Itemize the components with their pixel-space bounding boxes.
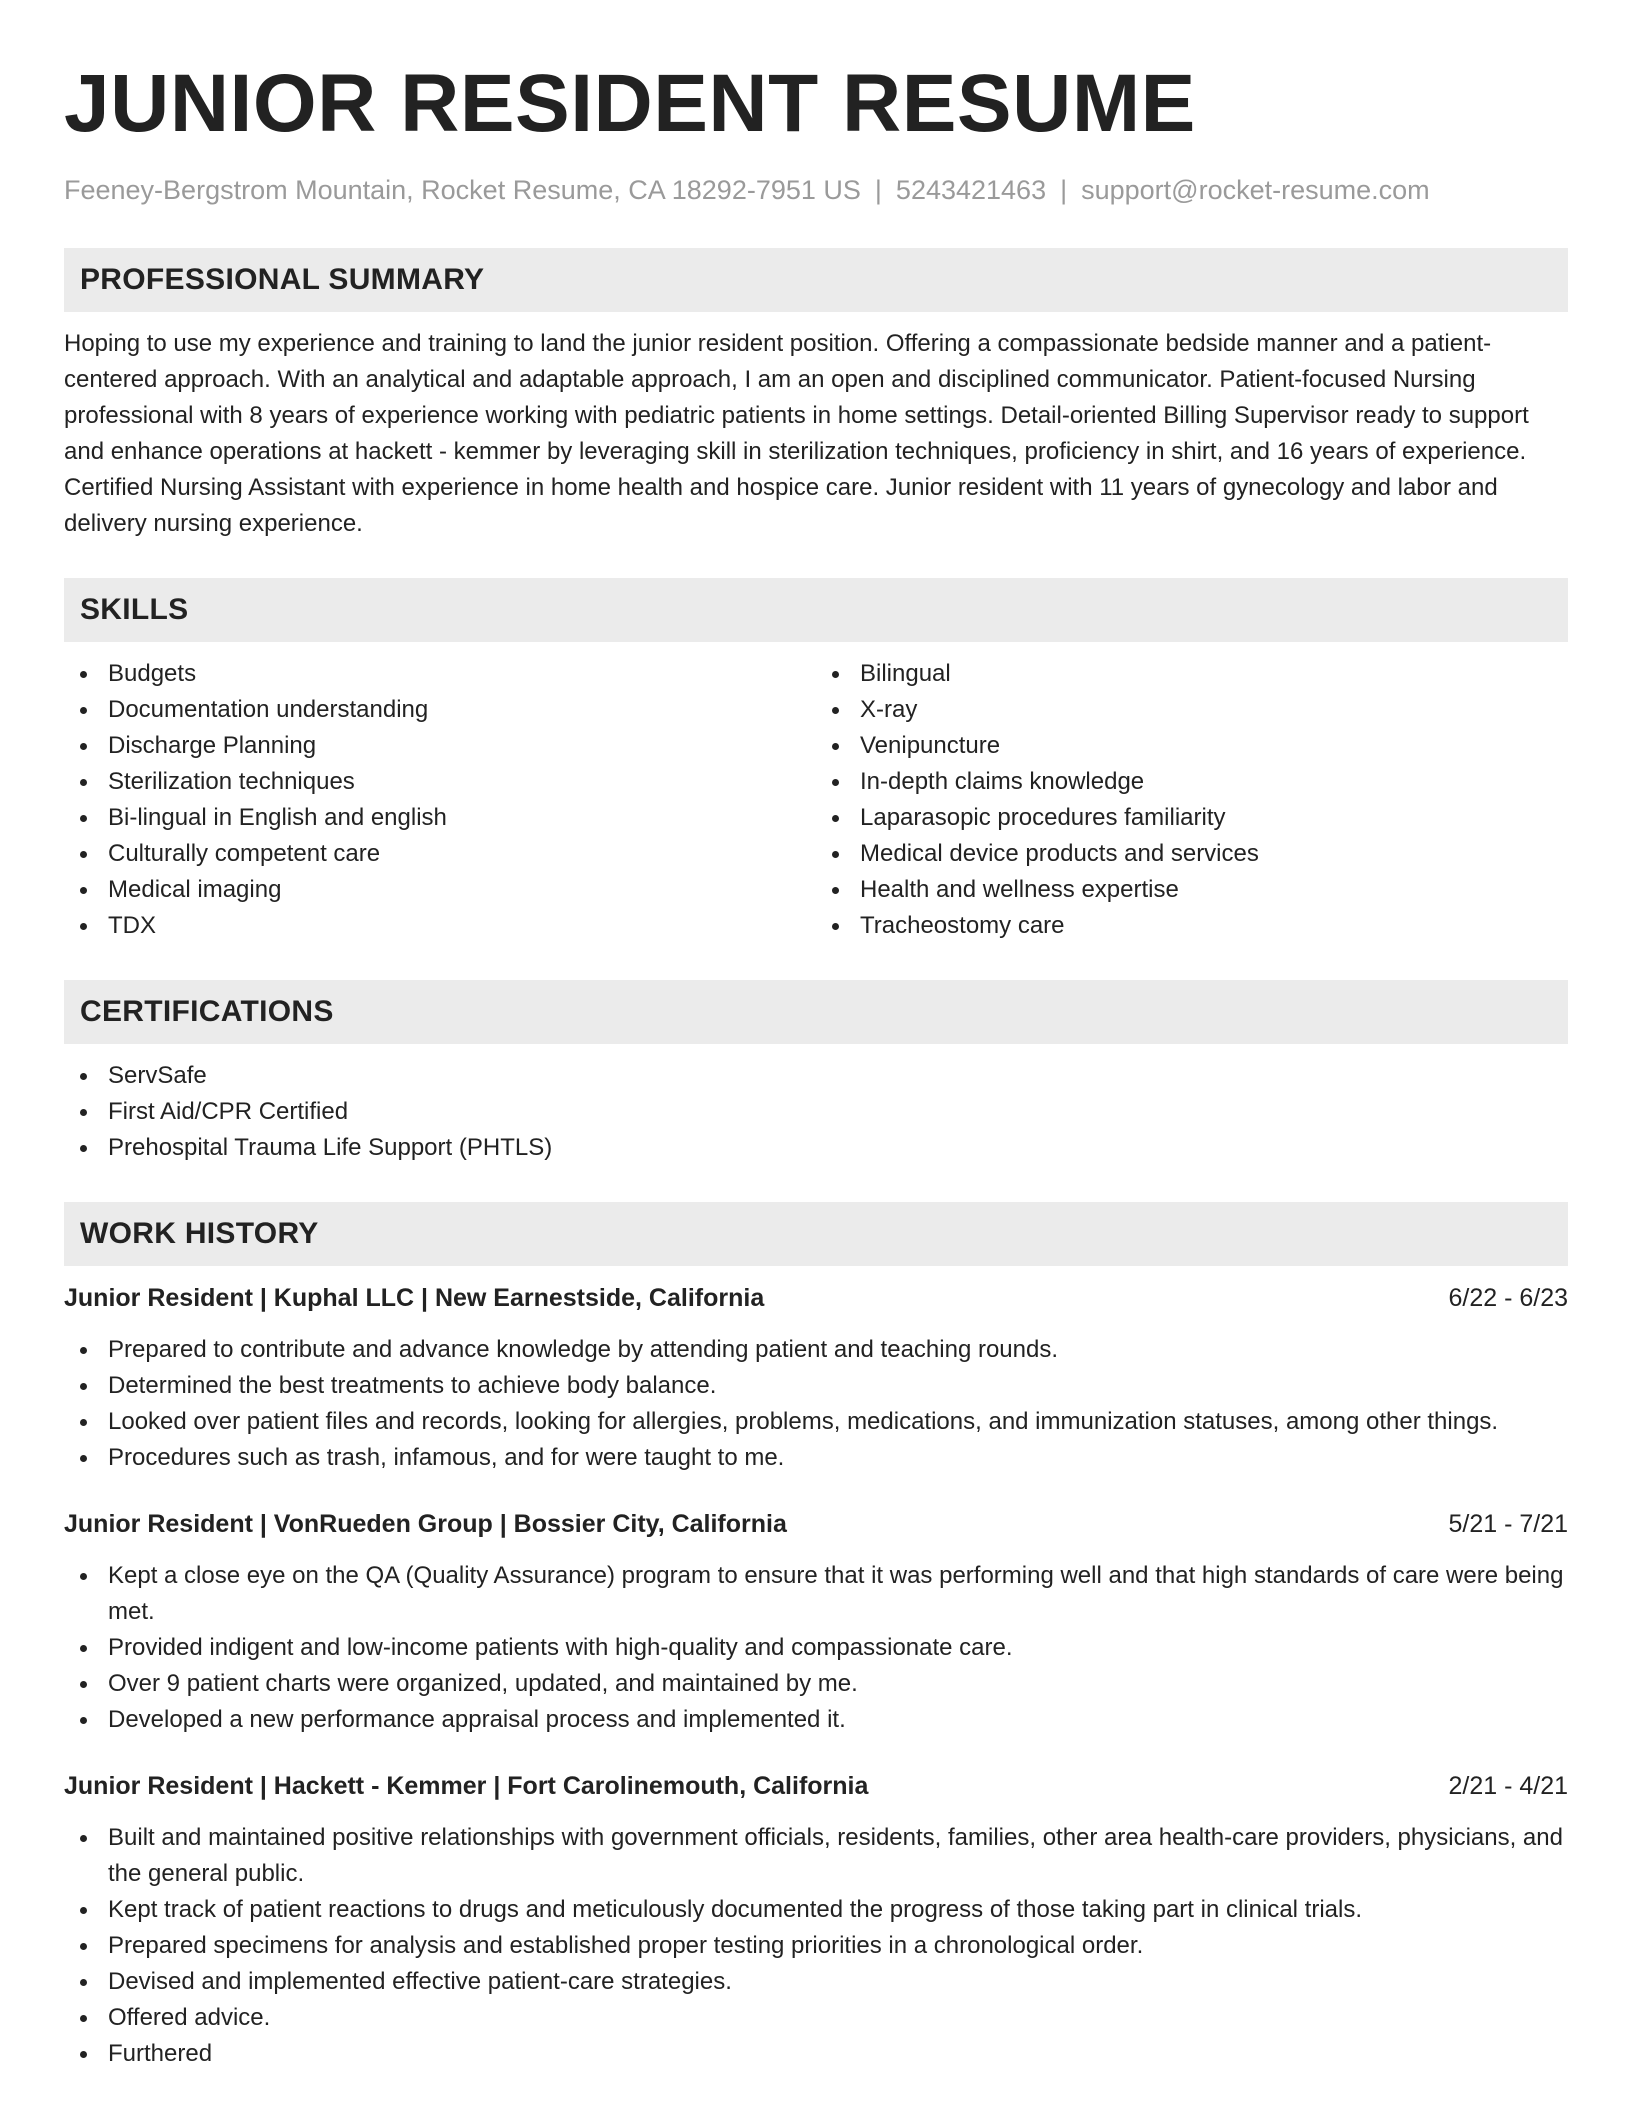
skills-left-column <box>64 656 816 944</box>
skill-item: Medical imaging <box>64 872 816 908</box>
skill-item: Discharge Planning <box>64 728 816 764</box>
certifications-list <box>64 1058 1568 1166</box>
skills-list <box>64 656 1568 944</box>
job-bullet: Developed a new performance appraisal process and implemented it. <box>64 1702 1568 1738</box>
job-bullet: Devised and implemented effective patient-care strategies. <box>64 1964 1568 2000</box>
job-dates: 6/22 - 6/23 <box>1448 1284 1568 1312</box>
resume-title: JUNIOR RESIDENT RESUME <box>64 58 1196 149</box>
skill-item: Tracheostomy care <box>816 908 1568 944</box>
skill-item: Bi-lingual in English and english <box>64 800 816 836</box>
skills-right-column <box>816 656 1568 944</box>
contact-line <box>64 172 1568 208</box>
email[interactable]: support@rocket-resume.com <box>1081 175 1430 205</box>
job-bullet: Looked over patient files and records, looking for allergies, problems, medications, and immunization statuses, among other things. <box>64 1404 1568 1440</box>
job-bullet: Determined the best treatments to achieve body balance. <box>64 1368 1568 1404</box>
job-bullets <box>64 1558 1568 1738</box>
job-dates: 5/21 - 7/21 <box>1448 1510 1568 1538</box>
separator: | <box>874 175 882 205</box>
skill-item: X-ray <box>816 692 1568 728</box>
job-entry <box>64 1280 1568 1476</box>
skill-item: Bilingual <box>816 656 1568 692</box>
skill-item: Medical device products and services <box>816 836 1568 872</box>
job-title: Junior Resident | Kuphal LLC | New Earnestside, California <box>64 1284 765 1312</box>
job-bullet: Over 9 patient charts were organized, updated, and maintained by me. <box>64 1666 1568 1702</box>
job-bullet: Provided indigent and low-income patients with high-quality and compassionate care. <box>64 1630 1568 1666</box>
skill-item: Health and wellness expertise <box>816 872 1568 908</box>
skill-item: TDX <box>64 908 816 944</box>
skill-item: Culturally competent care <box>64 836 816 872</box>
job-bullet: Offered advice. <box>64 2000 1568 2036</box>
job-bullet: Built and maintained positive relationships with government officials, residents, families, other area health-care providers, physicians, and the general public. <box>64 1820 1568 1892</box>
skill-item: In-depth claims knowledge <box>816 764 1568 800</box>
certification-item: First Aid/CPR Certified <box>64 1094 1568 1130</box>
certifications-heading: CERTIFICATIONS <box>80 995 334 1028</box>
summary-heading: PROFESSIONAL SUMMARY <box>80 263 485 296</box>
separator: | <box>1060 175 1068 205</box>
skill-item: Sterilization techniques <box>64 764 816 800</box>
job-header <box>64 1506 1568 1542</box>
job-header <box>64 1768 1568 1804</box>
skills-heading-bar <box>64 578 1568 642</box>
certifications-heading-bar <box>64 980 1568 1044</box>
job-bullet: Furthered <box>64 2036 1568 2072</box>
certification-item: ServSafe <box>64 1058 1568 1094</box>
job-bullet: Kept a close eye on the QA (Quality Assurance) program to ensure that it was performing well and that high standards of care were being met. <box>64 1558 1568 1630</box>
address: Feeney-Bergstrom Mountain, Rocket Resume, CA 18292-7951 US <box>64 175 861 205</box>
job-title: Junior Resident | Hackett - Kemmer | Fort Carolinemouth, California <box>64 1772 869 1800</box>
job-bullet: Kept track of patient reactions to drugs and meticulously documented the progress of those taking part in clinical trials. <box>64 1892 1568 1928</box>
job-bullets <box>64 1820 1568 2072</box>
job-entry <box>64 1506 1568 1738</box>
phone: 5243421463 <box>895 175 1047 205</box>
job-dates: 2/21 - 4/21 <box>1448 1772 1568 1800</box>
certification-item: Prehospital Trauma Life Support (PHTLS) <box>64 1130 1568 1166</box>
summary-text: Hoping to use my experience and training to land the junior resident position. Offering a compassionate bedside manner and a patient-centered approach. With an analytical and adaptable approach, I am an open and disciplined communicator. Patient-focused Nursing professional with 8 years of experience working with pediatric patients in home settings. Detail-oriented Billing Supervisor ready to support and enhance operations at hackett - kemmer by leveraging skill in sterilization techniques, proficiency in shirt, and 16 years of experience. Certified Nursing Assistant with experience in home health and hospice care. Junior resident with 11 years of gynecology and labor and delivery nursing experience. <box>64 330 1529 537</box>
skills-heading: SKILLS <box>80 593 189 626</box>
skill-item: Laparasopic procedures familiarity <box>816 800 1568 836</box>
job-bullet: Procedures such as trash, infamous, and for were taught to me. <box>64 1440 1568 1476</box>
job-entry <box>64 1768 1568 2072</box>
skill-item: Documentation understanding <box>64 692 816 728</box>
skill-item: Budgets <box>64 656 816 692</box>
skill-item: Venipuncture <box>816 728 1568 764</box>
work-heading: WORK HISTORY <box>80 1217 319 1250</box>
job-bullets <box>64 1332 1568 1476</box>
job-header <box>64 1280 1568 1316</box>
job-title: Junior Resident | VonRueden Group | Bossier City, California <box>64 1510 787 1538</box>
work-heading-bar <box>64 1202 1568 1266</box>
job-bullet: Prepared specimens for analysis and established proper testing priorities in a chronological order. <box>64 1928 1568 1964</box>
job-bullet: Prepared to contribute and advance knowledge by attending patient and teaching rounds. <box>64 1332 1568 1368</box>
summary-heading-bar <box>64 248 1568 312</box>
